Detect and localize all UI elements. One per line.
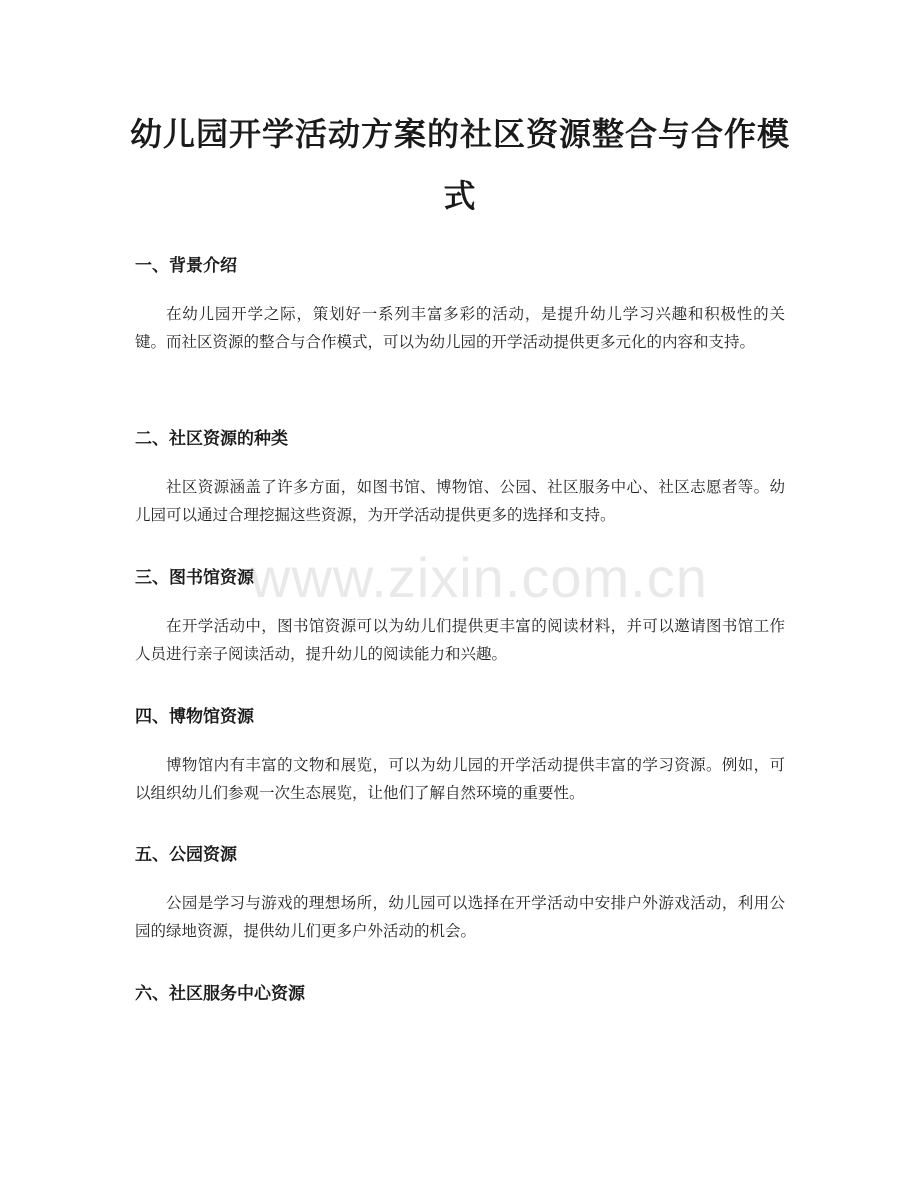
- section-paragraph: 在幼儿园开学之际，策划好一系列丰富多彩的活动，是提升幼儿学习兴趣和积极性的关键。而社区资源的整合与合作模式，可以为幼儿园的开学活动提供更多元化的内容和支持。: [135, 305, 785, 351]
- section-heading: 五、公园资源: [135, 845, 237, 865]
- section-heading: 四、博物馆资源: [135, 707, 254, 727]
- section-heading: 一、背景介绍: [135, 256, 237, 276]
- section-museum: [135, 705, 785, 807]
- section-paragraph: 博物馆内有丰富的文物和展览，可以为幼儿园的开学活动提供丰富的学习资源。例如，可以组织幼儿们参观一次生态展览，让他们了解自然环境的重要性。: [135, 756, 785, 802]
- section-resource-types: [135, 427, 785, 529]
- section-park: [135, 843, 785, 945]
- section-heading: 三、图书馆资源: [135, 568, 254, 588]
- section-background: [135, 254, 785, 356]
- section-heading: 六、社区服务中心资源: [135, 984, 305, 1004]
- section-paragraph: 在开学活动中，图书馆资源可以为幼儿们提供更丰富的阅读材料，并可以邀请图书馆工作人员进行亲子阅读活动，提升幼儿的阅读能力和兴趣。: [135, 617, 785, 663]
- section-library: [135, 566, 785, 668]
- section-paragraph: 社区资源涵盖了许多方面，如图书馆、博物馆、公园、社区服务中心、社区志愿者等。幼儿园可以通过合理挖掘这些资源，为开学活动提供更多的选择和支持。: [135, 478, 785, 524]
- document-title: 幼儿园开学活动方案的社区资源整合与合作模式: [129, 115, 790, 215]
- section-heading: 二、社区资源的种类: [135, 429, 288, 449]
- section-paragraph: 公园是学习与游戏的理想场所，幼儿园可以选择在开学活动中安排户外游戏活动，利用公园的绿地资源，提供幼儿们更多户外活动的机会。: [135, 894, 785, 940]
- watermark: www.zixin.com.cn: [250, 546, 708, 609]
- section-community-service: [135, 982, 785, 1006]
